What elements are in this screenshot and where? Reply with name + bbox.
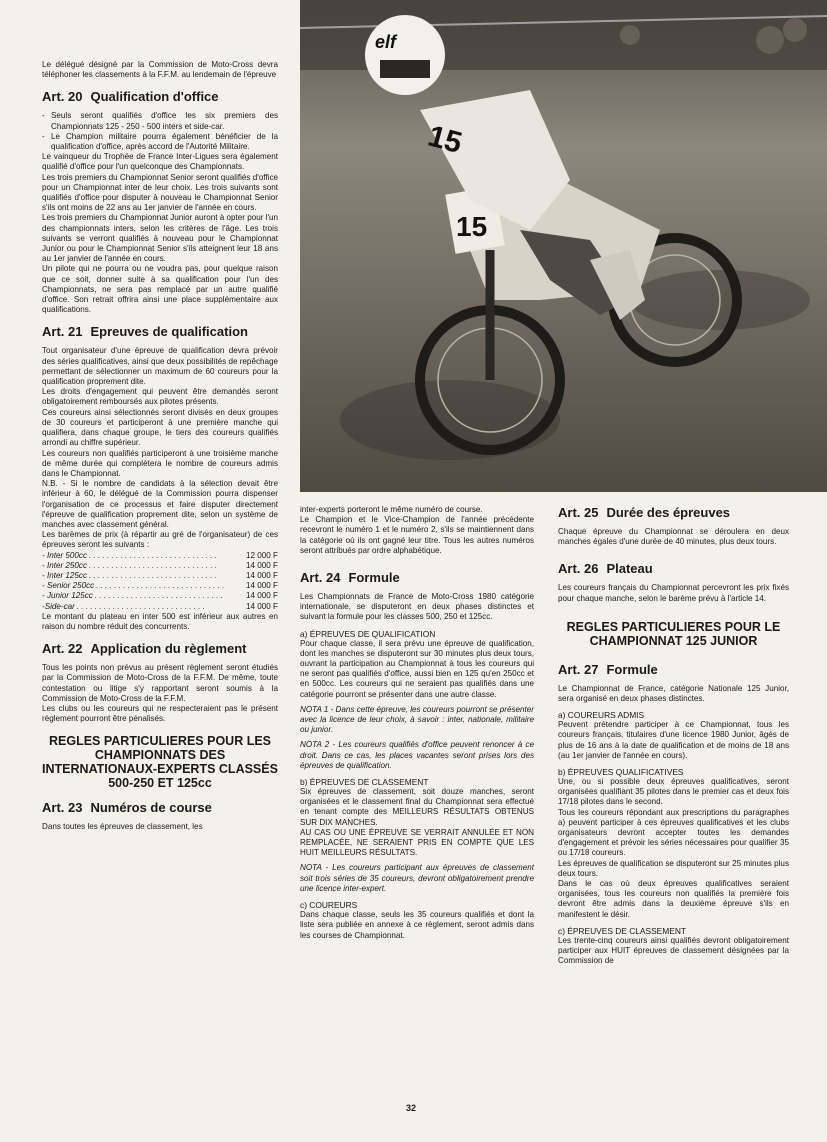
motocross-rider-photo-icon	[300, 0, 827, 492]
section-heading-inter-experts: REGLES PARTICULIERES POUR LES CHAMPIONNATS DES INTERNATIONAUX-EXPERTS CLASSÉS 500-250 ET 125cc	[42, 734, 278, 791]
art22-title: Application du règlement	[90, 641, 247, 657]
art21-paragraph: Les barèmes de prix (à répartir au gré de l'organisateur) de ces épreuves seront les suivants :	[42, 530, 278, 550]
art27-paragraph: Peuvent prétendre participer à ce Championnat, tous les coureurs français, titulaires d'une licence 1980 Junior, âgés de plus de 16 ans à la date de qualification et de moins de 18 ans (au 1er janvier de l'année en cours).	[558, 720, 789, 760]
art26-heading	[558, 561, 789, 576]
prize-row: - Inter 250cc . . . . . . . . . . . . . . . . . . . . . . . . . . . . . 14 000 F	[42, 560, 278, 570]
art25-heading	[558, 505, 789, 520]
art27-title: Formule	[606, 661, 658, 677]
art24-paragraph: Dans chaque classe, seuls les 35 coureurs qualifiés et dont la liste sera publiée en annexe à ce règlement, seront admis dans les courses de Championnat.	[300, 910, 534, 940]
art21-paragraph: N.B. - Si le nombre de candidats à la sélection devait être inférieur à 60, le délégué de la Commission pourra dispenser l'organisation de ce processus et faire disputer directement l'épreuve de qualification proprement dite, selon un système de manches avec classement général.	[42, 479, 278, 529]
art25-number: Art. 25	[558, 505, 599, 520]
art24-subheading-c: c) COUREURS	[300, 900, 358, 911]
art25-paragraph: Chaque épreuve du Championnat se déroulera en deux manches égales d'une durée de 40 minutes, plus deux tours.	[558, 527, 789, 547]
art24-subheading-a: a) ÉPREUVES DE QUALIFICATION	[300, 628, 436, 639]
motocross-photo	[300, 0, 827, 492]
art24-paragraph: Les Championnats de France de Moto-Cross 1980 catégorie internationale, se disputeront en deux phases distinctes et suivant la formule pour les classes 500, 250 et 125cc.	[300, 592, 534, 622]
art26-number: Art. 26	[558, 561, 599, 577]
art24-heading	[300, 570, 534, 585]
art22-paragraph: Les clubs ou les coureurs qui ne respecteraient pas le présent règlement pourront être pénalisés.	[42, 703, 278, 724]
art22-heading	[42, 641, 278, 656]
art20-bullet-2: - Le Champion militaire pourra également bénéficier de la qualification d'office, après accord de l'Autorité Militaire.	[42, 131, 278, 152]
prize-row: - Senior 250cc . . . . . . . . . . . . . . . . . . . . . . . . . . . . . 14 000 F	[42, 581, 278, 591]
art21-paragraph: Les coureurs non qualifiés participeront à une troisième manche de même durée qui complètera le nombre de coureurs admis dans le Championnat.	[42, 448, 278, 478]
intro-paragraph: Le délégué désigné par la Commission de Moto-Cross devra téléphoner les classements à la F.F.M. au lendemain de l'épreuve	[42, 60, 278, 80]
art20-heading	[42, 89, 278, 104]
art20-paragraph: Les trois premiers du Championnat Junior auront à opter pour l'un des championnats inters, selon les critères de l'âge. Les trois suivants se verront qualifiés à nouveau pour le Championnat Junior ou pour le Championnat Senior s'ils atteignent leur 18 ans au 1er janvier de l'année en cours.	[42, 213, 278, 264]
art25-title: Durée des épreuves	[606, 505, 731, 520]
art22-paragraph: Tous les points non prévus au présent règlement seront étudiés par la Commission de Moto-Cross de la F.F.M. De même, toute contestation ou litige s'y rapportant seront soumis à la Commission de Moto-Cross de la F.F.M.	[42, 663, 278, 703]
art21-paragraph: Le montant du plateau en inter 500 est inférieur aux autres en raison du nombre réduit des concurrents.	[42, 611, 278, 631]
art24-note: NOTA - Les coureurs participant aux épreuves de classement soit trois séries de 35 coureurs, devront obligatoirement prendre une licence inter-expert.	[300, 863, 534, 893]
art20-title: Qualification d'office	[90, 89, 219, 105]
art23-paragraph: Dans toutes les épreuves de classement, les	[42, 822, 203, 832]
page-number: 32	[406, 1103, 417, 1113]
art26-title: Plateau	[606, 561, 653, 577]
art23-title: Numéros de course	[90, 800, 212, 816]
art24-note: NOTA 2 - Les coureurs qualifiés d'office peuvent renoncer à ce droit. Dans ce cas, les places vacantes seront prises lors des épreuves de qualification.	[300, 740, 534, 770]
column-left	[42, 60, 278, 833]
art27-subheading-a: a) COUREURS ADMIS	[558, 710, 645, 721]
art23-continued: Le Champion et le Vice-Champion de l'année précédente recevront le numéro 1 et le numéro 2, s'ils se maintiennent dans la catégorie où ils ont gagné leur titre. Tous les autres numéros seront attribués par ordre alphabétique.	[300, 515, 534, 555]
art24-paragraph: AU CAS OU UNE ÉPREUVE SE VERRAIT ANNULÉE ET NON REMPLACÉE, NE SERAIENT PRIS EN COMPTE QUE LES HUIT MEILLEURS RÉSULTATS.	[300, 827, 534, 858]
prize-list	[42, 551, 278, 612]
art27-paragraph: Les épreuves de qualification se disputeront sur 25 minutes plus deux tours.	[558, 858, 789, 878]
column-right	[558, 505, 789, 966]
art21-paragraph: Les droits d'engagement qui peuvent être demandés seront obligatoirement remboursés aux pilotes présents.	[42, 387, 278, 407]
art20-number: Art. 20	[42, 89, 83, 105]
art27-paragraph: Dans le cas où deux épreuves qualificatives seraient organisées, tous les coureurs non qualifiés la première fois devront être admis dans la deuxième épreuve s'ils en manifestent le désir.	[558, 879, 789, 919]
art27-heading	[558, 662, 789, 677]
art24-note: NOTA 1 - Dans cette épreuve, les coureurs pourront se présenter avec la licence de leur choix, à savoir : inter, nationale, militaire ou junior.	[300, 704, 534, 735]
section-heading-125-junior: REGLES PARTICULIERES POUR LE CHAMPIONNAT 125 JUNIOR	[566, 619, 781, 648]
art26-paragraph: Les coureurs français du Championnat percevront les prix fixés pour chaque manche, selon le barème prévu à l'article 14.	[558, 583, 789, 603]
art20-bullet-1: - Seuls seront qualifiés d'office les six premiers des Championnats 125 - 250 - 500 inters et side-car.	[42, 111, 278, 131]
art20-paragraph: Les trois premiers du Championnat Senior seront qualifiés d'office pour un Championnat inter de leur choix. Les trois suivants sont qualifiés d'office pour disputer à nouveau le Championnat Senior s'ils ont moins de 22 ans au 1er janvier de l'année en cours.	[42, 172, 278, 213]
art21-number: Art. 21	[42, 324, 83, 340]
art24-paragraph: Pour chaque classe, il sera prévu une épreuve de qualification, dont les manches se disputeront sur 30 minutes plus deux tours, ouvrant la participation au Championnat à tous les coureurs qui ne seront pas qualifiés d'office, aussi bien en 125 qu'en 250cc et en 500cc. Les coureurs qui ne seraient pas qualifiés dans une catégorie pourront se présenter dans une autre classe.	[300, 638, 534, 699]
art23-number: Art. 23	[42, 800, 83, 816]
art24-subheading-b: b) ÉPREUVES DE CLASSEMENT	[300, 777, 429, 788]
art27-number: Art. 27	[558, 661, 599, 677]
art27-paragraph: Les trente-cinq coureurs ainsi qualifiés devront obligatoirement participer aux HUIT épreuves de classement désignées par la Commission de	[558, 935, 789, 966]
art24-title: Formule	[348, 570, 400, 586]
prize-row: -Side-car . . . . . . . . . . . . . . . . . . . . . . . . . . . . . 14 000 F	[42, 601, 278, 611]
prize-row: - Inter 125cc . . . . . . . . . . . . . . . . . . . . . . . . . . . . . 14 000 F	[42, 570, 278, 580]
art27-paragraph: Tous les coureurs répondant aux prescriptions du paragraphes a) peuvent participer à ces épreuves qualificatives et les clubs organisateurs devront accepter toutes les demandes d'engagement et prévoir les séries nécessaires pour qualifier 35 ou 17/18 coureurs.	[558, 807, 789, 858]
art23-continued: inter-experts porteront le même numéro de course.	[300, 505, 483, 514]
prize-row: - Junior 125cc . . . . . . . . . . . . . . . . . . . . . . . . . . . . . 14 000 F	[42, 591, 278, 601]
art20-paragraph: Le vainqueur du Trophée de France Inter-Ligues sera également qualifié d'office pour l'un quelconque des Championnats.	[42, 152, 278, 172]
art24-paragraph: Six épreuves de classement, soit douze manches, seront organisées et le classement final du Championnat sera effectué en tenant compte des MEILLEURS RÉSULTATS OBTENUS SUR DIX MANCHES.	[300, 787, 534, 827]
art21-paragraph: Tout organisateur d'une épreuve de qualification devra prévoir des séries qualificatives, ainsi que deux possibilités de repêchage permettant de sélectionner un maximum de 60 coureurs pour la qualification proprement dite.	[42, 346, 278, 387]
column-middle	[300, 505, 534, 941]
art24-number: Art. 24	[300, 570, 341, 586]
art27-subheading-c: c) ÉPREUVES DE CLASSEMENT	[558, 925, 686, 936]
art20-paragraph: Un pilote qui ne pourra ou ne voudra pas, pour quelque raison que ce soit, donner suite à sa qualification pour l'un des Championnats, ne sera pas remplacé par un autre qualifié d'office. Son retrait offrira ainsi une place supplémentaire aux qualifications.	[42, 264, 278, 315]
svg-text:15: 15	[424, 119, 466, 161]
art27-paragraph: Une, ou si possible deux épreuves qualificatives, seront organisées qualifiant 35 pilotes dans le premier cas et deux fois 17/18 pilotes dans le second.	[558, 777, 789, 807]
art21-heading	[42, 324, 278, 339]
art21-title: Epreuves de qualification	[90, 324, 248, 340]
art21-paragraph: Ces coureurs ainsi sélectionnés seront divisés en deux groupes de 30 coureurs et participeront à une première manche qui qualifiera, dans chaque groupe, le tiers des coureurs qualifiés arrondi au chiffre supérieur.	[42, 407, 278, 448]
svg-text:15: 15	[456, 211, 488, 242]
prize-row: - Inter 500cc . . . . . . . . . . . . . . . . . . . . . . . . . . . . . 12 000 F	[42, 550, 278, 560]
art22-number: Art. 22	[42, 641, 83, 657]
svg-text:elf: elf	[375, 32, 397, 52]
art27-subheading-b: b) ÉPREUVES QUALIFICATIVES	[558, 767, 684, 778]
art27-paragraph: Le Championnat de France, catégorie Nationale 125 Junior, sera organisé en deux phases distinctes.	[558, 683, 789, 704]
art23-heading	[42, 800, 278, 815]
